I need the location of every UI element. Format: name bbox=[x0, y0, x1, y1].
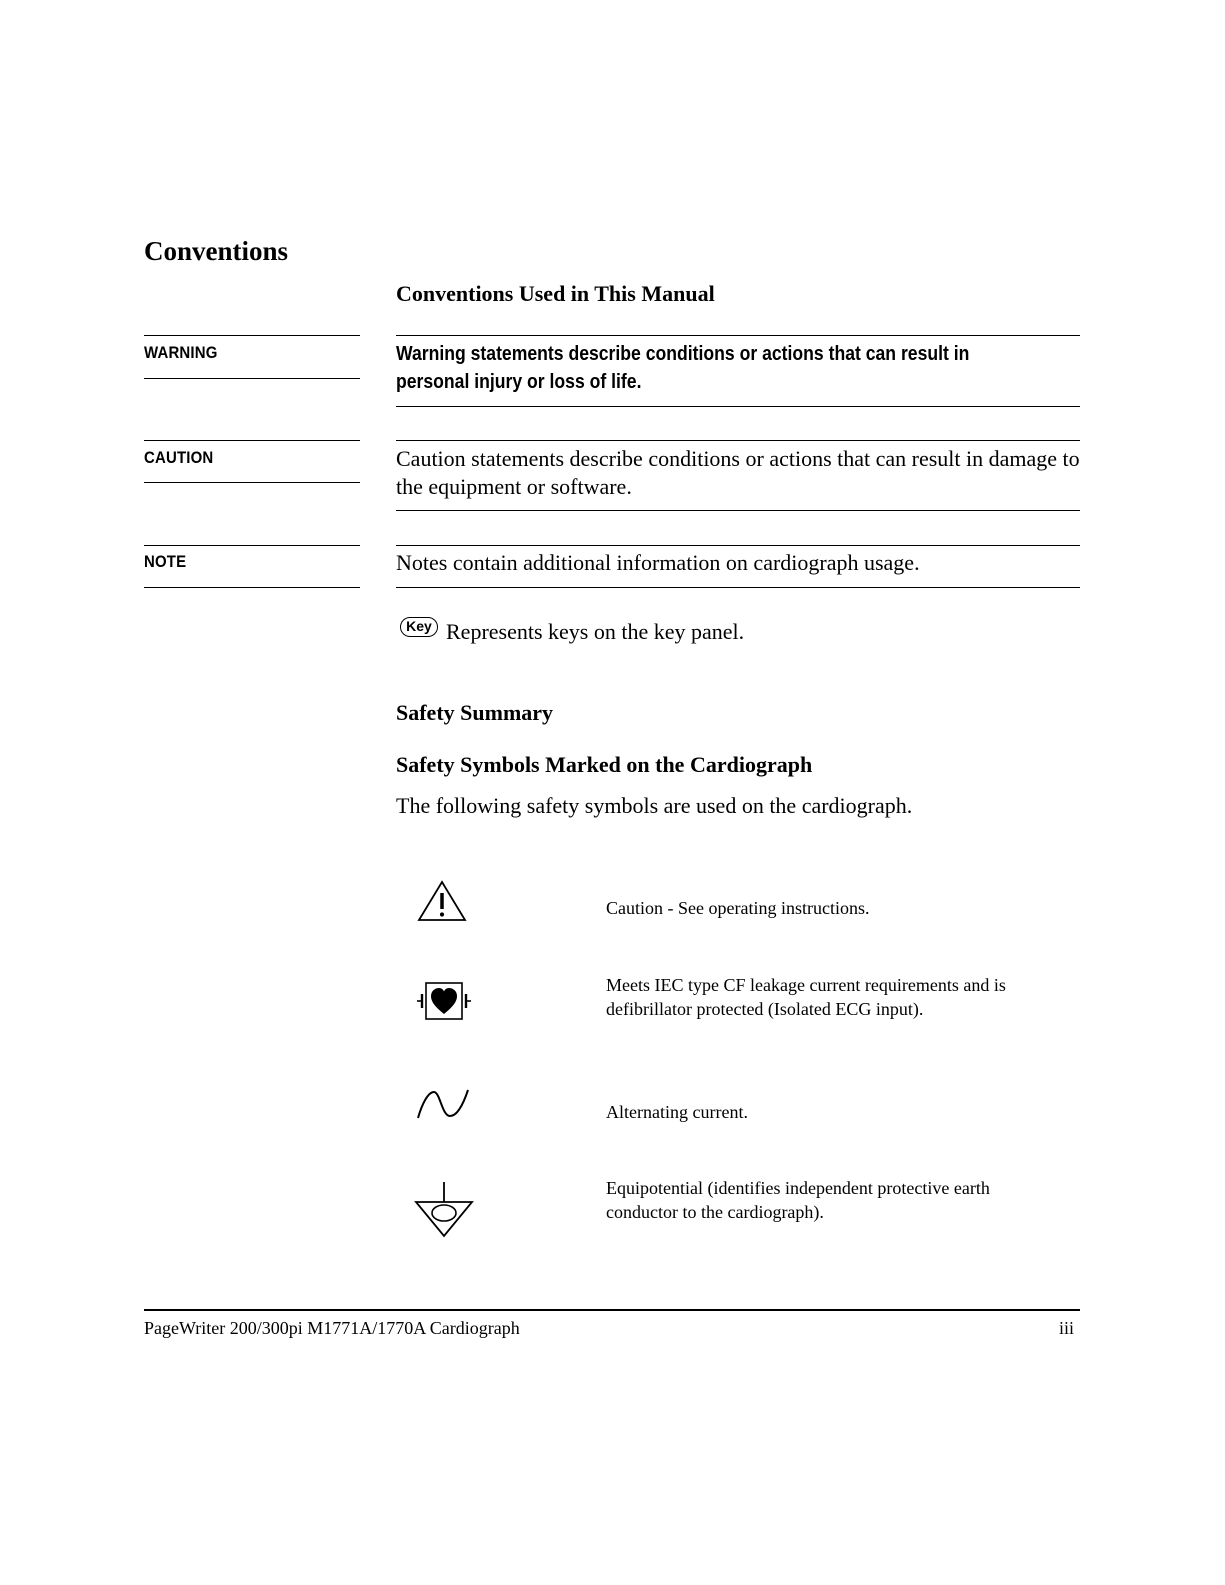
key-icon: Key bbox=[400, 617, 438, 637]
note-text-bottom-rule bbox=[396, 587, 1080, 588]
warning-text-bottom-rule bbox=[396, 406, 1080, 407]
warning-label-bottom-rule bbox=[144, 378, 360, 379]
warning-label: WARNING bbox=[144, 343, 218, 362]
caution-label-top-rule bbox=[144, 440, 360, 441]
note-label-top-rule bbox=[144, 545, 360, 546]
caution-symbol-description: Caution - See operating instructions. bbox=[606, 898, 870, 918]
section-subtitle: Conventions Used in This Manual bbox=[396, 281, 715, 306]
warning-text-top-rule bbox=[396, 335, 1080, 336]
footer-page-number: iii bbox=[1058, 1318, 1074, 1338]
equipotential-icon bbox=[414, 1180, 474, 1242]
alternating-current-icon bbox=[416, 1086, 476, 1122]
caution-text-top-rule bbox=[396, 440, 1080, 441]
safety-summary-heading: Safety Summary bbox=[396, 700, 554, 725]
caution-text-bottom-rule bbox=[396, 510, 1080, 511]
note-text: Notes contain additional information on cardiograph usage. bbox=[396, 550, 920, 575]
defibrillator-protected-heart-icon bbox=[416, 980, 474, 1022]
footer-product-name: PageWriter 200/300pi M1771A/1770A Cardiograph bbox=[144, 1318, 520, 1338]
caution-label-bottom-rule bbox=[144, 482, 360, 483]
note-text-top-rule bbox=[396, 545, 1080, 546]
warning-label-top-rule bbox=[144, 335, 360, 336]
safety-intro-text: The following safety symbols are used on the cardiograph. bbox=[396, 793, 913, 818]
note-label: NOTE bbox=[144, 552, 187, 571]
safety-symbols-heading: Safety Symbols Marked on the Cardiograph bbox=[396, 752, 813, 777]
caution-text: Caution statements describe conditions or actions that can result in damage to the equipment or software. bbox=[396, 446, 1080, 499]
warning-text: Warning statements describe conditions or actions that can result in personal injury or loss of life. bbox=[396, 343, 970, 393]
caution-triangle-icon bbox=[416, 880, 468, 922]
page-title: Conventions bbox=[144, 236, 289, 266]
equipotential-description: Equipotential (identifies independent protective earth conductor to the cardiograph). bbox=[606, 1178, 990, 1222]
note-label-bottom-rule bbox=[144, 587, 360, 588]
key-convention-text: Represents keys on the key panel. bbox=[446, 619, 745, 644]
footer-rule bbox=[144, 1309, 1080, 1311]
defibrillator-symbol-description: Meets IEC type CF leakage current requirements and is defibrillator protected (Isolated ECG input). bbox=[606, 975, 1006, 1019]
caution-label: CAUTION bbox=[144, 448, 214, 467]
alternating-current-description: Alternating current. bbox=[606, 1102, 748, 1122]
